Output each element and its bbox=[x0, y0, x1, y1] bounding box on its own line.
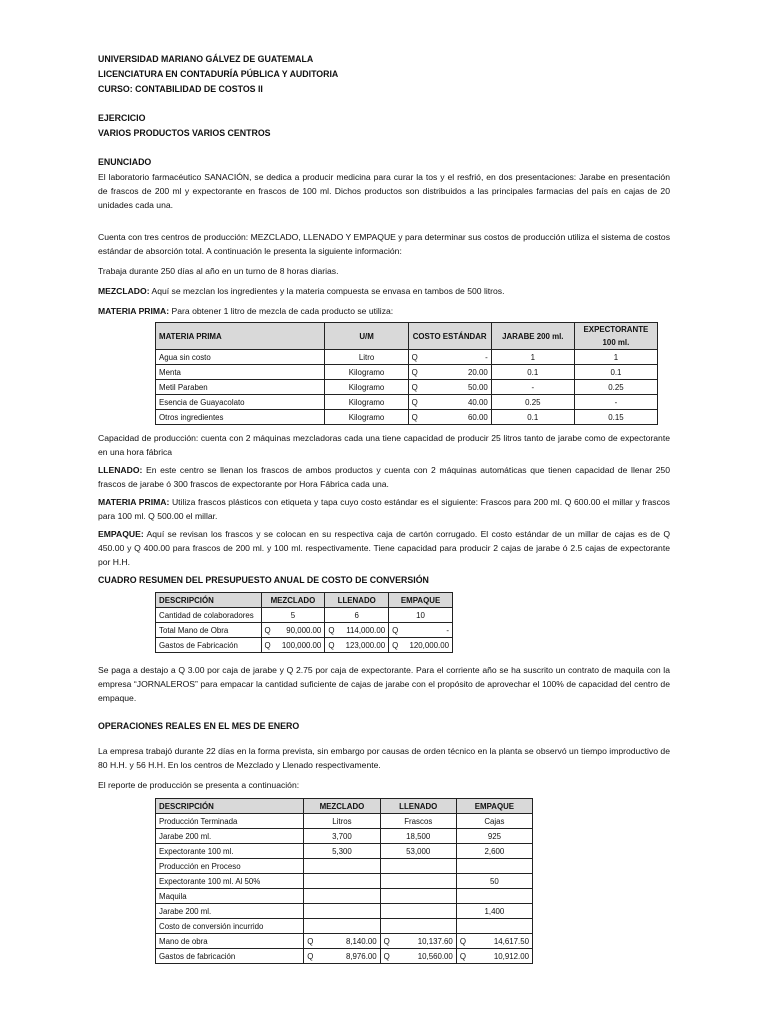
mp-cost-cell-currency: Q bbox=[411, 397, 418, 407]
report-table-row bbox=[156, 874, 533, 889]
report-empaque-cell bbox=[456, 859, 532, 874]
report-table-row bbox=[156, 859, 533, 874]
budget-llenado-cell-value: 123,000.00 bbox=[345, 640, 386, 650]
mp-expectorante-cell: 0.25 bbox=[574, 380, 657, 395]
budget-empaque-cell: 10 bbox=[389, 608, 453, 623]
report-mezclado-cell: Litros bbox=[304, 814, 380, 829]
mp-cost-cell-value: 40.00 bbox=[467, 397, 488, 407]
materia-prima-1-text: Para obtener 1 litro de mezcla de cada producto se utiliza: bbox=[169, 306, 394, 316]
mp-cost-cell-currency: Q bbox=[411, 367, 418, 377]
llenado-paragraph bbox=[98, 463, 670, 491]
university-name: UNIVERSIDAD MARIANO GÁLVEZ DE GUATEMALA bbox=[98, 54, 314, 64]
report-llenado-cell-value: 10,137.60 bbox=[417, 936, 453, 946]
mp-expectorante-cell: - bbox=[574, 395, 657, 410]
report-table-row bbox=[156, 814, 533, 829]
mp-cost-cell-value: 50.00 bbox=[467, 382, 488, 392]
report-empaque-cell bbox=[456, 934, 532, 949]
report-desc-cell: Mano de obra bbox=[156, 934, 304, 949]
mezclado-paragraph bbox=[98, 284, 670, 298]
report-llenado-cell bbox=[380, 934, 456, 949]
statement-paragraph-2: Cuenta con tres centros de producción: MEZCLADO, LLENADO Y EMPAQUE y para determinar sus costos de producción utiliza el sistema de costos estándar de absorción total. A continuación le presenta la siguiente información: bbox=[98, 232, 670, 256]
report-desc-cell: Costo de conversión incurrido bbox=[156, 919, 304, 934]
report-mezclado-cell bbox=[304, 934, 380, 949]
report-empaque-cell: 50 bbox=[456, 874, 532, 889]
mp-cost-cell bbox=[408, 380, 491, 395]
capacidad-paragraph: Capacidad de producción: cuenta con 2 máquinas mezcladoras cada una tiene capacidad de producir 25 litros tanto de jarabe como de expectorante en una hora fábrica bbox=[98, 433, 670, 457]
report-desc-cell: Jarabe 200 ml. bbox=[156, 904, 304, 919]
mp-um-cell: Kilogramo bbox=[325, 380, 408, 395]
report-header-empaque: EMPAQUE bbox=[456, 799, 532, 814]
budget-table bbox=[155, 592, 453, 653]
budget-empaque-cell-currency: Q bbox=[392, 625, 399, 635]
report-desc-cell: Expectorante 100 ml. bbox=[156, 844, 304, 859]
mp-table-row bbox=[156, 395, 658, 410]
operations-paragraph-1: La empresa trabajó durante 22 días en la forma prevista, sin embargo por causas de orden técnico en la planta se observó un tiempo improductivo de 80 H.H. y 56 H.H. En los centros de Mezclado y Llenado respectivamente. bbox=[98, 746, 670, 770]
mp-header-cost: COSTO ESTÁNDAR bbox=[408, 323, 491, 350]
mp-um-cell: Litro bbox=[325, 350, 408, 365]
mp-item-cell: Esencia de Guayacolato bbox=[156, 395, 325, 410]
budget-table-row bbox=[156, 608, 453, 623]
budget-title: CUADRO RESUMEN DEL PRESUPUESTO ANUAL DE COSTO DE CONVERSIÓN bbox=[98, 575, 429, 585]
budget-llenado-cell: 6 bbox=[325, 608, 389, 623]
mp-table-row bbox=[156, 365, 658, 380]
mp-item-cell: Agua sin costo bbox=[156, 350, 325, 365]
mp-cost-cell-currency: Q bbox=[411, 352, 418, 362]
budget-desc-cell: Total Mano de Obra bbox=[156, 623, 262, 638]
mp-cost-cell-currency: Q bbox=[411, 412, 418, 422]
report-empaque-cell bbox=[456, 919, 532, 934]
budget-mezclado-cell-currency: Q bbox=[264, 640, 271, 650]
report-empaque-cell: 2,600 bbox=[456, 844, 532, 859]
materia-prima-1-paragraph bbox=[98, 304, 670, 318]
report-table-row bbox=[156, 889, 533, 904]
report-llenado-cell: Frascos bbox=[380, 814, 456, 829]
budget-desc-cell: Gastos de Fabricación bbox=[156, 638, 262, 653]
materia-prima-2-text: Utiliza frascos plásticos con etiqueta y tapa cuyo costo estándar es el siguiente: Frascos para 200 ml. Q 600.00 el millar y frascos para 100 ml. Q 500.00 el millar. bbox=[98, 497, 670, 521]
mp-jarabe-cell: 0.25 bbox=[491, 395, 574, 410]
budget-empaque-cell-value: - bbox=[446, 625, 449, 635]
report-table-row bbox=[156, 844, 533, 859]
degree-name: LICENCIATURA EN CONTADURÍA PÚBLICA Y AUDITORIA bbox=[98, 69, 339, 79]
report-desc-cell: Jarabe 200 ml. bbox=[156, 829, 304, 844]
report-table-row bbox=[156, 829, 533, 844]
report-desc-cell: Producción en Proceso bbox=[156, 859, 304, 874]
mp-cost-cell bbox=[408, 410, 491, 425]
budget-mezclado-cell-currency: Q bbox=[264, 625, 271, 635]
budget-llenado-cell-currency: Q bbox=[328, 625, 335, 635]
report-empaque-cell: Cajas bbox=[456, 814, 532, 829]
mp-cost-cell bbox=[408, 395, 491, 410]
report-header-desc: DESCRIPCIÓN bbox=[156, 799, 304, 814]
mp-jarabe-cell: - bbox=[491, 380, 574, 395]
report-llenado-cell bbox=[380, 949, 456, 964]
report-llenado-cell: 53,000 bbox=[380, 844, 456, 859]
mp-table-row bbox=[156, 350, 658, 365]
report-mezclado-cell bbox=[304, 904, 380, 919]
exercise-title: VARIOS PRODUCTOS VARIOS CENTROS bbox=[98, 128, 271, 138]
report-empaque-cell-value: 14,617.50 bbox=[493, 936, 529, 946]
report-desc-cell: Producción Terminada bbox=[156, 814, 304, 829]
mp-table-row bbox=[156, 410, 658, 425]
budget-llenado-cell bbox=[325, 623, 389, 638]
mp-header-um: U/M bbox=[325, 323, 408, 350]
operations-title: OPERACIONES REALES EN EL MES DE ENERO bbox=[98, 721, 300, 731]
raw-material-table bbox=[155, 322, 658, 425]
report-mezclado-cell bbox=[304, 949, 380, 964]
report-mezclado-cell: 5,300 bbox=[304, 844, 380, 859]
llenado-label: LLENADO: bbox=[98, 465, 143, 475]
report-empaque-cell: 1,400 bbox=[456, 904, 532, 919]
report-desc-cell: Expectorante 100 ml. Al 50% bbox=[156, 874, 304, 889]
report-llenado-cell: 18,500 bbox=[380, 829, 456, 844]
budget-mezclado-cell bbox=[261, 638, 325, 653]
budget-header-llenado: LLENADO bbox=[325, 593, 389, 608]
statement-paragraph-3: Trabaja durante 250 días al año en un turno de 8 horas diarias. bbox=[98, 266, 339, 276]
mp-header-item: MATERIA PRIMA bbox=[156, 323, 325, 350]
statement-heading: ENUNCIADO bbox=[98, 157, 152, 167]
budget-header-mezclado: MEZCLADO bbox=[261, 593, 325, 608]
report-empaque-cell-value: 10,912.00 bbox=[493, 951, 529, 961]
mp-cost-cell bbox=[408, 350, 491, 365]
mp-table-row bbox=[156, 380, 658, 395]
budget-table-row bbox=[156, 623, 453, 638]
mp-item-cell: Metil Paraben bbox=[156, 380, 325, 395]
llenado-text: En este centro se llenan los frascos de ambos productos y cuenta con 2 máquinas automáticas que tienen capacidad de llenar 250 frascos de jarabe ó 300 frascos de expectorante por Hora Fábrica cada una. bbox=[98, 465, 670, 489]
budget-header-empaque: EMPAQUE bbox=[389, 593, 453, 608]
report-mezclado-cell: 3,700 bbox=[304, 829, 380, 844]
report-mezclado-cell-currency: Q bbox=[307, 951, 314, 961]
budget-mezclado-cell bbox=[261, 623, 325, 638]
mezclado-text: Aquí se mezclan los ingredientes y la materia compuesta se envasa en tambos de 500 litros. bbox=[149, 286, 505, 296]
report-header-llenado: LLENADO bbox=[380, 799, 456, 814]
report-llenado-cell bbox=[380, 859, 456, 874]
budget-mezclado-cell-value: 90,000.00 bbox=[286, 625, 322, 635]
mp-cost-cell bbox=[408, 365, 491, 380]
report-empaque-cell bbox=[456, 889, 532, 904]
empaque-text: Aquí se revisan los frascos y se colocan en su respectiva caja de cartón corrugado. El costo estándar de un millar de cajas es de Q 450.00 y Q 400.00 para frascos de 200 ml. y 100 ml. respectivamente. Tiene capacidad para producir 2 cajas de jarabe ó 2.5 cajas de expectorante por H.H. bbox=[98, 529, 670, 567]
report-mezclado-cell bbox=[304, 859, 380, 874]
report-empaque-cell: 925 bbox=[456, 829, 532, 844]
budget-empaque-cell bbox=[389, 638, 453, 653]
report-table-row bbox=[156, 904, 533, 919]
report-mezclado-cell bbox=[304, 874, 380, 889]
report-empaque-cell bbox=[456, 949, 532, 964]
operations-paragraph-2: El reporte de producción se presenta a continuación: bbox=[98, 780, 300, 790]
report-mezclado-cell bbox=[304, 889, 380, 904]
mp-cost-cell-value: 60.00 bbox=[467, 412, 488, 422]
report-table-row bbox=[156, 949, 533, 964]
mp-header-jarabe: JARABE 200 ml. bbox=[491, 323, 574, 350]
report-desc-cell: Gastos de fabricación bbox=[156, 949, 304, 964]
empaque-label: EMPAQUE: bbox=[98, 529, 144, 539]
report-mezclado-cell bbox=[304, 919, 380, 934]
materia-prima-1-label: MATERIA PRIMA: bbox=[98, 306, 170, 316]
budget-table-row bbox=[156, 638, 453, 653]
mp-cost-cell-currency: Q bbox=[411, 382, 418, 392]
report-desc-cell: Maquila bbox=[156, 889, 304, 904]
mp-cost-cell-value: 20.00 bbox=[467, 367, 488, 377]
budget-empaque-cell bbox=[389, 623, 453, 638]
mezclado-label: MEZCLADO: bbox=[98, 286, 150, 296]
budget-header-desc: DESCRIPCIÓN bbox=[156, 593, 262, 608]
report-llenado-cell bbox=[380, 889, 456, 904]
mp-expectorante-cell: 0.1 bbox=[574, 365, 657, 380]
budget-empaque-cell-currency: Q bbox=[392, 640, 399, 650]
budget-desc-cell: Cantidad de colaboradores bbox=[156, 608, 262, 623]
mp-expectorante-cell: 0.15 bbox=[574, 410, 657, 425]
report-llenado-cell bbox=[380, 919, 456, 934]
mp-item-cell: Menta bbox=[156, 365, 325, 380]
document-page bbox=[98, 52, 670, 964]
exercise-label: EJERCICIO bbox=[98, 113, 146, 123]
budget-empaque-cell-value: 120,000.00 bbox=[409, 640, 449, 650]
materia-prima-2-label: MATERIA PRIMA: bbox=[98, 497, 170, 507]
mp-jarabe-cell: 1 bbox=[491, 350, 574, 365]
statement-paragraph-1: El laboratorio farmacéutico SANACIÓN, se dedica a producir medicina para curar la tos y el resfrió, en dos presentaciones: Jarabe en presentación de frascos de 200 ml y expectorante en frascos de 100 ml. Dichos productos son distribuidos a las principales farmacias del país en cajas de 20 unidades cada una. bbox=[98, 172, 670, 210]
production-report-table bbox=[155, 798, 533, 964]
mp-jarabe-cell: 0.1 bbox=[491, 365, 574, 380]
budget-mezclado-cell-value: 100,000.00 bbox=[281, 640, 322, 650]
report-mezclado-cell-currency: Q bbox=[307, 936, 314, 946]
report-header-mezclado: MEZCLADO bbox=[304, 799, 380, 814]
report-llenado-cell-currency: Q bbox=[383, 951, 390, 961]
report-mezclado-cell-value: 8,976.00 bbox=[345, 951, 377, 961]
mp-header-expectorante: EXPECTORANTE 100 ml. bbox=[574, 323, 657, 350]
budget-llenado-cell bbox=[325, 638, 389, 653]
mp-cost-cell-value: - bbox=[485, 352, 488, 362]
materia-prima-2-paragraph bbox=[98, 495, 670, 523]
mp-um-cell: Kilogramo bbox=[325, 365, 408, 380]
mp-expectorante-cell: 1 bbox=[574, 350, 657, 365]
report-llenado-cell bbox=[380, 874, 456, 889]
report-empaque-cell-currency: Q bbox=[459, 936, 466, 946]
mp-um-cell: Kilogramo bbox=[325, 395, 408, 410]
mp-jarabe-cell: 0.1 bbox=[491, 410, 574, 425]
budget-mezclado-cell: 5 bbox=[261, 608, 325, 623]
report-table-row bbox=[156, 934, 533, 949]
mp-um-cell: Kilogramo bbox=[325, 410, 408, 425]
mp-item-cell: Otros ingredientes bbox=[156, 410, 325, 425]
course-name: CURSO: CONTABILIDAD DE COSTOS II bbox=[98, 84, 263, 94]
budget-llenado-cell-currency: Q bbox=[328, 640, 335, 650]
report-llenado-cell bbox=[380, 904, 456, 919]
destajo-paragraph: Se paga a destajo a Q 3.00 por caja de jarabe y Q 2.75 por caja de expectorante. Para el corriente año se ha suscrito un contrato de maquila con la empresa “JORNALEROS” para empacar la cantidad suficiente de cajas de jarabe con el propósito de aprovechar el 100% de capacidad del centro de empaque. bbox=[98, 665, 670, 703]
report-llenado-cell-value: 10,560.00 bbox=[417, 951, 453, 961]
report-llenado-cell-currency: Q bbox=[383, 936, 390, 946]
empaque-paragraph bbox=[98, 527, 670, 569]
report-empaque-cell-currency: Q bbox=[459, 951, 466, 961]
report-table-row bbox=[156, 919, 533, 934]
report-mezclado-cell-value: 8,140.00 bbox=[345, 936, 377, 946]
budget-llenado-cell-value: 114,000.00 bbox=[346, 625, 386, 635]
